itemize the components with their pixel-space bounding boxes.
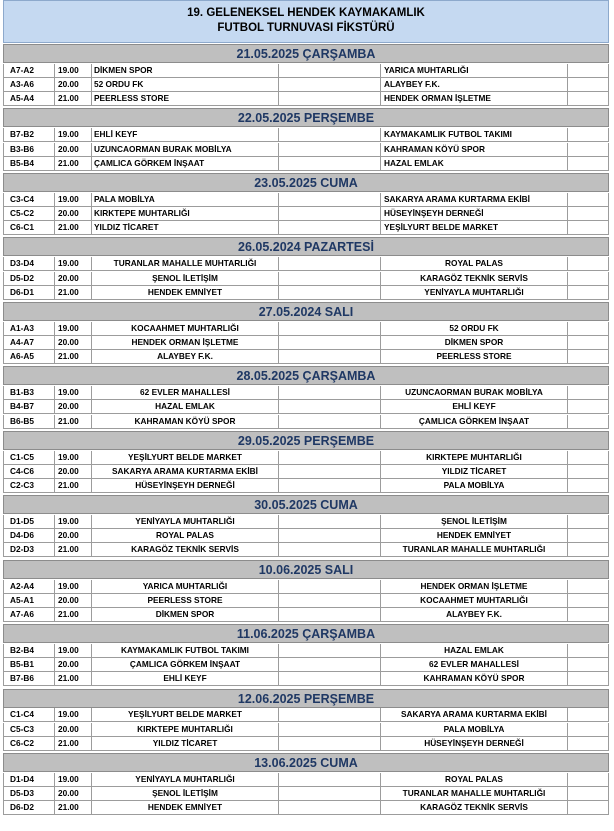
match-code: B3-B6 [3,143,55,157]
home-team: EHLİ KEYF [92,128,279,142]
away-team: HÜSEYİNŞEYH DERNEĞİ [381,737,568,751]
away-team: ALAYBEY F.K. [381,78,568,92]
match-code: C5-C2 [3,207,55,221]
away-team: ŞENOL İLETİŞİM [381,515,568,529]
match-row [3,336,609,350]
match-row [3,143,609,157]
score-cell [279,64,381,78]
score-cell [279,322,381,336]
match-code: B5-B1 [3,658,55,672]
match-time: 21.00 [55,479,92,493]
home-team: YENİYAYLA MUHTARLIĞI [92,773,279,787]
match-code: B6-B5 [3,415,55,429]
match-time: 19.00 [55,644,92,658]
extra-cell [568,207,609,221]
match-code: D6-D1 [3,286,55,300]
day-header: 11.06.2025 ÇARŞAMBA [3,624,609,643]
match-code: B2-B4 [3,644,55,658]
home-team: YEŞİLYURT BELDE MARKET [92,451,279,465]
match-time: 20.00 [55,787,92,801]
match-row [3,322,609,336]
home-team: ROYAL PALAS [92,529,279,543]
match-row [3,257,609,271]
extra-cell [568,672,609,686]
match-time: 20.00 [55,658,92,672]
match-code: A4-A7 [3,336,55,350]
extra-cell [568,608,609,622]
day-header: 28.05.2025 ÇARŞAMBA [3,366,609,385]
score-cell [279,543,381,557]
away-team: DİKMEN SPOR [381,336,568,350]
match-time: 20.00 [55,207,92,221]
match-row [3,529,609,543]
match-row [3,400,609,414]
match-row [3,272,609,286]
match-code: B1-B3 [3,386,55,400]
extra-cell [568,787,609,801]
home-team: PEERLESS STORE [92,92,279,106]
away-team: KARAGÖZ TEKNİK SERVİS [381,272,568,286]
match-time: 19.00 [55,257,92,271]
day-header: 23.05.2025 CUMA [3,173,609,192]
extra-cell [568,143,609,157]
extra-cell [568,737,609,751]
score-cell [279,515,381,529]
score-cell [279,737,381,751]
match-row [3,737,609,751]
away-team: PALA MOBİLYA [381,723,568,737]
match-row [3,465,609,479]
match-time: 19.00 [55,64,92,78]
extra-cell [568,386,609,400]
match-row [3,451,609,465]
match-code: C6-C2 [3,737,55,751]
extra-cell [568,644,609,658]
score-cell [279,286,381,300]
away-team: HENDEK ORMAN İŞLETME [381,580,568,594]
away-team: KIRKTEPE MUHTARLIĞI [381,451,568,465]
score-cell [279,723,381,737]
home-team: KARAGÖZ TEKNİK SERVİS [92,543,279,557]
home-team: YILDIZ TİCARET [92,221,279,235]
away-team: SAKARYA ARAMA KURTARMA EKİBİ [381,193,568,207]
match-row [3,64,609,78]
home-team: 62 EVLER MAHALLESİ [92,386,279,400]
away-team: HÜSEYİNŞEYH DERNEĞİ [381,207,568,221]
home-team: ÇAMLICA GÖRKEM İNŞAAT [92,658,279,672]
match-time: 19.00 [55,451,92,465]
extra-cell [568,322,609,336]
match-row [3,221,609,235]
score-cell [279,479,381,493]
score-cell [279,658,381,672]
match-time: 20.00 [55,594,92,608]
extra-cell [568,708,609,722]
away-team: KOCAAHMET MUHTARLIĞI [381,594,568,608]
score-cell [279,350,381,364]
extra-cell [568,350,609,364]
score-cell [279,580,381,594]
away-team: YENİYAYLA MUHTARLIĞI [381,286,568,300]
extra-cell [568,286,609,300]
away-team: ÇAMLICA GÖRKEM İNŞAAT [381,415,568,429]
score-cell [279,128,381,142]
match-time: 20.00 [55,78,92,92]
match-time: 20.00 [55,529,92,543]
extra-cell [568,400,609,414]
match-time: 20.00 [55,336,92,350]
match-row [3,594,609,608]
match-code: D6-D2 [3,801,55,815]
match-row [3,773,609,787]
score-cell [279,465,381,479]
home-team: ALAYBEY F.K. [92,350,279,364]
home-team: HENDEK EMNİYET [92,801,279,815]
match-time: 21.00 [55,737,92,751]
score-cell [279,272,381,286]
match-time: 21.00 [55,350,92,364]
match-code: A5-A1 [3,594,55,608]
match-row [3,608,609,622]
away-team: 52 ORDU FK [381,322,568,336]
match-time: 19.00 [55,580,92,594]
match-code: D5-D3 [3,787,55,801]
match-row [3,723,609,737]
match-code: C3-C4 [3,193,55,207]
away-team: HENDEK EMNİYET [381,529,568,543]
home-team: YARICA MUHTARLIĞI [92,580,279,594]
score-cell [279,207,381,221]
extra-cell [568,221,609,235]
day-header: 13.06.2025 CUMA [3,753,609,772]
extra-cell [568,723,609,737]
score-cell [279,529,381,543]
match-row [3,386,609,400]
score-cell [279,644,381,658]
extra-cell [568,193,609,207]
home-team: HENDEK EMNİYET [92,286,279,300]
score-cell [279,451,381,465]
match-row [3,479,609,493]
away-team: 62 EVLER MAHALLESİ [381,658,568,672]
score-cell [279,773,381,787]
match-time: 20.00 [55,143,92,157]
score-cell [279,672,381,686]
extra-cell [568,515,609,529]
day-header: 26.05.2024 PAZARTESİ [3,237,609,256]
match-row [3,543,609,557]
away-team: TURANLAR MAHALLE MUHTARLIĞI [381,543,568,557]
home-team: KOCAAHMET MUHTARLIĞI [92,322,279,336]
day-header: 29.05.2025 PERŞEMBE [3,431,609,450]
extra-cell [568,580,609,594]
match-code: D1-D4 [3,773,55,787]
home-team: EHLİ KEYF [92,672,279,686]
extra-cell [568,465,609,479]
away-team: TURANLAR MAHALLE MUHTARLIĞI [381,787,568,801]
away-team: HAZAL EMLAK [381,157,568,171]
match-row [3,350,609,364]
score-cell [279,92,381,106]
score-cell [279,400,381,414]
day-header: 10.06.2025 SALI [3,560,609,579]
score-cell [279,193,381,207]
extra-cell [568,594,609,608]
day-header: 12.06.2025 PERŞEMBE [3,689,609,708]
match-code: A1-A3 [3,322,55,336]
match-time: 21.00 [55,221,92,235]
extra-cell [568,257,609,271]
home-team: PEERLESS STORE [92,594,279,608]
extra-cell [568,272,609,286]
match-row [3,515,609,529]
score-cell [279,157,381,171]
away-team: YARICA MUHTARLIĞI [381,64,568,78]
match-code: A7-A6 [3,608,55,622]
away-team: ROYAL PALAS [381,257,568,271]
match-row [3,92,609,106]
extra-cell [568,773,609,787]
match-time: 21.00 [55,608,92,622]
extra-cell [568,157,609,171]
match-code: D2-D3 [3,543,55,557]
match-code: C5-C3 [3,723,55,737]
away-team: HENDEK ORMAN İŞLETME [381,92,568,106]
home-team: HÜSEYİNŞEYH DERNEĞİ [92,479,279,493]
home-team: DİKMEN SPOR [92,608,279,622]
match-time: 20.00 [55,723,92,737]
match-row [3,787,609,801]
match-row [3,708,609,722]
away-team: PEERLESS STORE [381,350,568,364]
match-time: 21.00 [55,92,92,106]
away-team: PALA MOBİLYA [381,479,568,493]
match-row [3,207,609,221]
match-time: 19.00 [55,386,92,400]
match-row [3,658,609,672]
extra-cell [568,128,609,142]
match-row [3,415,609,429]
match-time: 19.00 [55,322,92,336]
title-line-2: FUTBOL TURNUVASI FİKSTÜRÜ [217,22,395,34]
match-time: 21.00 [55,157,92,171]
score-cell [279,415,381,429]
match-time: 21.00 [55,286,92,300]
match-row [3,286,609,300]
extra-cell [568,64,609,78]
match-code: A5-A4 [3,92,55,106]
match-code: A3-A6 [3,78,55,92]
match-time: 20.00 [55,465,92,479]
match-code: B7-B2 [3,128,55,142]
day-header: 30.05.2025 CUMA [3,495,609,514]
match-code: C4-C6 [3,465,55,479]
match-code: A6-A5 [3,350,55,364]
home-team: KAYMAKAMLIK FUTBOL TAKIMI [92,644,279,658]
home-team: 52 ORDU FK [92,78,279,92]
match-row [3,128,609,142]
home-team: ÇAMLICA GÖRKEM İNŞAAT [92,157,279,171]
match-code: B5-B4 [3,157,55,171]
match-code: D4-D6 [3,529,55,543]
match-time: 20.00 [55,400,92,414]
match-time: 19.00 [55,515,92,529]
home-team: PALA MOBİLYA [92,193,279,207]
score-cell [279,143,381,157]
score-cell [279,594,381,608]
home-team: DİKMEN SPOR [92,64,279,78]
away-team: UZUNCAORMAN BURAK MOBİLYA [381,386,568,400]
extra-cell [568,336,609,350]
home-team: TURANLAR MAHALLE MUHTARLIĞI [92,257,279,271]
away-team: EHLİ KEYF [381,400,568,414]
match-time: 21.00 [55,801,92,815]
away-team: YILDIZ TİCARET [381,465,568,479]
extra-cell [568,78,609,92]
match-row [3,157,609,171]
match-code: D3-D4 [3,257,55,271]
match-code: D1-D5 [3,515,55,529]
home-team: KAHRAMAN KÖYÜ SPOR [92,415,279,429]
home-team: SAKARYA ARAMA KURTARMA EKİBİ [92,465,279,479]
away-team: KARAGÖZ TEKNİK SERVİS [381,801,568,815]
match-time: 21.00 [55,415,92,429]
match-code: A7-A2 [3,64,55,78]
home-team: UZUNCAORMAN BURAK MOBİLYA [92,143,279,157]
away-team: HAZAL EMLAK [381,644,568,658]
home-team: ŞENOL İLETİŞİM [92,787,279,801]
away-team: ALAYBEY F.K. [381,608,568,622]
home-team: YEŞİLYURT BELDE MARKET [92,708,279,722]
match-time: 19.00 [55,128,92,142]
home-team: KIRKTEPE MUHTARLIĞI [92,207,279,221]
home-team: ŞENOL İLETİŞİM [92,272,279,286]
match-time: 20.00 [55,272,92,286]
match-time: 19.00 [55,773,92,787]
match-code: C6-C1 [3,221,55,235]
day-header: 27.05.2024 SALI [3,302,609,321]
match-code: A2-A4 [3,580,55,594]
score-cell [279,708,381,722]
home-team: YILDIZ TİCARET [92,737,279,751]
match-time: 19.00 [55,708,92,722]
extra-cell [568,92,609,106]
day-header: 22.05.2025 PERŞEMBE [3,108,609,127]
match-row [3,801,609,815]
away-team: KAYMAKAMLIK FUTBOL TAKIMI [381,128,568,142]
extra-cell [568,801,609,815]
match-code: C1-C4 [3,708,55,722]
match-code: B4-B7 [3,400,55,414]
home-team: HENDEK ORMAN İŞLETME [92,336,279,350]
match-row [3,580,609,594]
extra-cell [568,529,609,543]
score-cell [279,221,381,235]
extra-cell [568,479,609,493]
score-cell [279,257,381,271]
match-code: B7-B6 [3,672,55,686]
score-cell [279,78,381,92]
away-team: KAHRAMAN KÖYÜ SPOR [381,143,568,157]
match-time: 19.00 [55,193,92,207]
extra-cell [568,543,609,557]
score-cell [279,336,381,350]
away-team: SAKARYA ARAMA KURTARMA EKİBİ [381,708,568,722]
match-code: C2-C3 [3,479,55,493]
away-team: KAHRAMAN KÖYÜ SPOR [381,672,568,686]
match-code: C1-C5 [3,451,55,465]
match-row [3,672,609,686]
match-time: 21.00 [55,543,92,557]
home-team: YENİYAYLA MUHTARLIĞI [92,515,279,529]
score-cell [279,608,381,622]
title-line-1: 19. GELENEKSEL HENDEK KAYMAKAMLIK [187,7,425,19]
home-team: HAZAL EMLAK [92,400,279,414]
score-cell [279,801,381,815]
match-row [3,644,609,658]
extra-cell [568,658,609,672]
extra-cell [568,451,609,465]
sheet-title [3,0,609,43]
match-code: D5-D2 [3,272,55,286]
home-team: KIRKTEPE MUHTARLIĞI [92,723,279,737]
away-team: ROYAL PALAS [381,773,568,787]
score-cell [279,787,381,801]
match-row [3,78,609,92]
away-team: YEŞİLYURT BELDE MARKET [381,221,568,235]
extra-cell [568,415,609,429]
score-cell [279,386,381,400]
day-header: 21.05.2025 ÇARŞAMBA [3,44,609,63]
match-row [3,193,609,207]
match-time: 21.00 [55,672,92,686]
